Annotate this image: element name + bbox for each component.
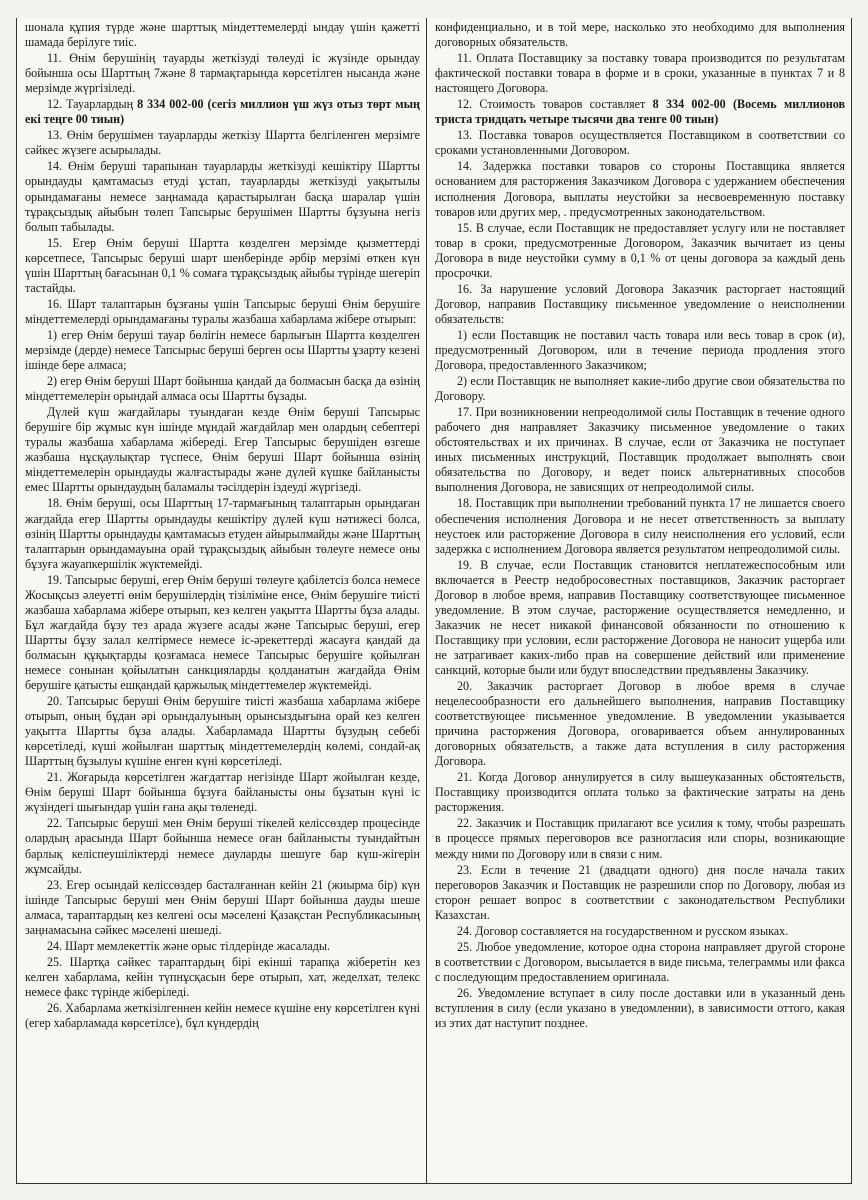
- clause-14-ru: 14. Задержка поставки товаров со стороны Поставщика является основанием для расторжения Заказчиком Договора с удержанием обеспечения исполнения Договора, выплаты неустойки за несвоевременную поставку товаров или других мер, . предусмотренных законодательством.: [435, 159, 845, 219]
- clause-17-ru: 17. При возникновении непреодолимой силы Поставщик в течение одного рабочего дня направляет Заказчику письменное уведомление о таких обстоятельствах и их причинах. В случае, если от Заказчика не поступает иных письменных инструкций, Поставщик продолжает выполнять свои обязательства по Договору, и ведет поиск альтернативных способов выполнения Договора, не зависящих от непреодолимой силы.: [435, 405, 845, 495]
- clause-25-kz: 25. Шартқа сәйкес тараптардың бірі екінші тарапқа жіберетін кез келген хабарлама, кейін түпнұсқасын бере отырып, хат, жеделхат, телекс немесе факс түрінде жіберіледі.: [25, 954, 420, 999]
- clause-22-ru: 22. Заказчик и Поставщик прилагают все усилия к тому, чтобы разрешать в процессе прямых переговоров все разногласия или споры, возникающие между ними по Договору или в связи с ним.: [435, 816, 845, 861]
- clause-25-ru: 25. Любое уведомление, которое одна сторона направляет другой стороне в соответствии с Договором, высылается в виде письма, телеграммы или факса с последующим предоставлением оригинала.: [435, 939, 845, 984]
- clause-21-ru: 21. Когда Договор аннулируется в силу вышеуказанных обстоятельств, Поставщику производится оплата только за фактические затраты на день расторжения.: [435, 770, 845, 815]
- clause-11-kz: 11. Өнім берушінің тауарды жеткізуді төлеуді іс жүзінде орындау бойынша осы Шарттың 7және 8 тармақтарында көрсетілген нысанда және мерзімде жүргізіледі.: [25, 51, 420, 96]
- clause-16-2-ru: 2) если Поставщик не выполняет какие-либо другие свои обязательства по Договору.: [435, 374, 845, 404]
- clause-24-ru: 24. Договор составляется на государственном и русском языках.: [457, 923, 789, 938]
- clause-10-end-ru: конфиденциально, и в той мере, насколько это необходимо для выполнения договорных обязательств.: [435, 20, 845, 50]
- clause-14-kz: 14. Өнім беруші тарапынан тауарларды жеткізуді кешіктіру Шартты орындауды қамтамасыз етуді ұстап, тауарларды жеткізуді уақытылы орындамағаны немесе заңнамада қарастырылған басқа шаралар үшін тұрақсыздық айыбын төлеп Тапсырыс берушімен Шартты бұзуына негіз болып табылады.: [25, 159, 420, 234]
- clause-16-ru: 16. За нарушение условий Договора Заказчик расторгает настоящий Договор, направив Поставщику письменное уведомление о неисполнении обязательств:: [435, 281, 845, 326]
- contract-page: [16, 18, 852, 1184]
- clause-19-ru: 19. В случае, если Поставщик становится неплатежеспособным или включается в Реестр недобросовестных поставщиков, Заказчик расторгает Договор в любое время, направив Поставщику соответствующее письменное уведомление. В этом случае, расторжение осуществляется немедленно, и Заказчик не несет никакой финансовой обязанности по отношению к Поставщику при условии, если расторжение Договора не наносит ущерба или не затрагивает каких-либо прав на совершение действий или применение санкций, которые были или будут впоследствии предъявлены Заказчику.: [435, 557, 845, 677]
- clause-26-kz: 26. Хабарлама жеткізілгеннен кейін немесе күшіне ену көрсетілген күні (егер хабарламада көрсетілсе), бұл күндердің: [25, 1001, 420, 1031]
- clause-17-kz: Дүлей күш жағдайлары туындаған кезде Өнім беруші Тапсырыс берушіге бір жұмыс күн ішінде мұндай жағдайлар мен олардың себептері туралы жазбаша хабарлама жібереді. Егер Тапсырыс берушіден өзгеше жазбаша нұсқаулықтар түспесе, Өнім беруші Шарт бойынша өзінің міндеттемелерін орындауды жалғастырады және дүлей күшке байланысты емес Шартты орындаудың баламалы тәсілдерін іздеуді жүргізеді.: [25, 405, 420, 495]
- clause-10-end-kz: шонала құпия түрде және шарттық міндеттемелерді ындау үшін қажетті шамада берілуге тиіс.: [25, 20, 420, 50]
- clause-24-kz: 24. Шарт мемлекеттік және орыс тілдерінде жасалады.: [47, 938, 330, 953]
- clause-20-kz: 20. Тапсырыс беруші Өнім берушіге тиісті жазбаша хабарлама жібере отырып, оның бұдан әрі орындалуының орынсыздығына орай кез келген уақытта Шартты бұза алады. Хабарламада Шартты бұзудың себебі көрсетіледі, күші жойылған шарттық міндеттемелердің көлемі, сондай-ақ Шарттың бұзылуы күшіне енген күні көрсетіледі.: [25, 694, 420, 769]
- clause-23-ru: 23. Если в течение 21 (двадцати одного) дня после начала таких переговоров Заказчик и Поставщик не разрешили спор по Договору, любая из сторон решает вопрос в соответствии с законодательством Республики Казахстан.: [435, 862, 845, 922]
- clause-16-kz: 16. Шарт талаптарын бұзғаны үшін Тапсырыс беруші Өнім берушіге міндеттемелерді орындамағаны туралы жазбаша хабарлама жібере отырып:: [25, 296, 420, 326]
- kazakh-column: [17, 18, 427, 1183]
- clause-23-kz: 23. Егер осындай келіссөздер басталғаннан кейін 21 (жиырма бір) күн ішінде Тапсырыс беруші мен Өнім беруші Шарт бойынша дауды шеше алмаса, тараптардың кез келгені осы мәселені Қазақстан Республикасының заңнамасына сәйкес мәселені шешеді.: [25, 877, 420, 937]
- clause-26-ru: 26. Уведомление вступает в силу после доставки или в указанный день вступления в силу (если указано в уведомлении), в зависимости оттого, какая из этих дат наступит позднее.: [435, 985, 845, 1031]
- clause-12-lead-ru: 12. Стоимость товаров составляет: [457, 97, 653, 112]
- clause-13-kz: 13. Өнім берушімен тауарларды жеткізу Шартта белгіленген мерзімге сәйкес жүзеге асырылады.: [25, 128, 420, 158]
- clause-21-kz: 21. Жоғарыда көрсетілген жағдаттар негізінде Шарт жойылған кезде, Өнім беруші Шарт бойынша бұзуға байланысты оны бұзатын күні іс жүзіндегі шығындар үшін ғана ақы төленеді.: [25, 770, 420, 815]
- clause-11-ru: 11. Оплата Поставщику за поставку товара производится по результатам фактической поставки товара в форме и в сроки, указанные в пунктах 7 и 8 настоящего Договора.: [435, 51, 845, 96]
- clause-12-ru: [435, 97, 845, 127]
- clause-12-lead-kz: 12. Тауарлардың: [47, 97, 138, 112]
- contract-price-ru: 8 334 002-00 (Восемь миллионов триста тридцать четыре тысячи два тенге 00 тиын): [435, 97, 845, 127]
- clause-19-kz: 19. Тапсырыс беруші, егер Өнім беруші төлеуге қабілетсіз болса немесе Жосықсыз әлеуетті өнім берушілердің тізіліміне енсе, Өнім берушіге тиісті жазбаша хабарлама жібере отырып, кез келген уақытта Шартты бұза алады. Бұл жағдайда бұзу тез арада жүзеге асады және Тапсырыс беруші, егер Шартты бұзу залал келтірмесе немесе іс-әрекеттерді жасауға қандай да болмасын құқықтарды қозғамаса немесе Тапсырыс берушіге қойылған немесе сонынан қойылатын санкцияларды қолданатын жағдайда Өнім берушіге қатысты ешқандай қаржылық міндеттемелер жүктемейді.: [25, 572, 420, 693]
- clause-16-1-ru: 1) если Поставщик не поставил часть товара или весь товар в срок (и), предусмотренный Договором, или в течение периода продления этого Договора, предоставленного Заказчиком;: [435, 327, 845, 373]
- clause-15-ru: 15. В случае, если Поставщик не предоставляет услугу или не поставляет товар в сроки, предусмотренные Договором, Заказчик вычитает из цены Договора в виде неустойки сумму в 0,1 % от цены договора за каждый день просрочки.: [435, 220, 845, 280]
- clause-18-kz: 18. Өнім беруші, осы Шарттың 17-тармағының талаптарын орындаған жағдайда егер Шартты орындауды кешіктіру дүлей күш нәтижесі болса, өзінің Шартты орындауды қамтамасыз етуден айырылмайды және Шарттың талаптарын орындамауына орай тұрақсыздық айыбын төлеуге немесе оны бұзуға жауапкершілік жүктемейді.: [25, 496, 420, 571]
- contract-price-kz: 8 334 002-00 (сегіз миллион үш жүз отыз төрт мың екі теңге 00 тиын): [25, 97, 420, 127]
- clause-16-2-kz: 2) егер Өнім беруші Шарт бойынша қандай да болмасын басқа да өзінің міндеттемелерін орындай алмаса осы Шартты бұзады.: [25, 374, 420, 404]
- clause-22-kz: 22. Тапсырыс беруші мен Өнім беруші тікелей келіссөздер процесінде олардың арасында Шарт бойынша немесе оған байланысты туындайтын барлық келіспеушіліктерді немесе дауларды шешуге бар күш-жігерін жұмсайды.: [25, 816, 420, 876]
- clause-18-ru: 18. Поставщик при выполнении требований пункта 17 не лишается своего обеспечения исполнения Договора и не несет ответственность за выплату неустоек или расторжение Договора в силу неисполнения его условий, если задержка с исполнением Договора является результатом непреодолимой силы.: [435, 496, 845, 556]
- clause-16-1-kz: 1) егер Өнім беруші тауар бөлігін немесе барлығын Шартта көзделген мерзімде (дерде) немесе Тапсырыс беруші берген осы Шартты ұзарту кезені ішінде бере алмаса;: [25, 327, 420, 373]
- russian-column: [427, 18, 851, 1183]
- clause-15-kz: 15. Егер Өнім беруші Шартта көзделген мерзімде қызметтерді көрсетпесе, Тапсырыс беруші шарт шенберінде әрбір мерзімі өткен күн үшін Шарттың бағасынан 0,1 % сомаға тұрақсыздық айыбы түрінде шегеріп тастайды.: [25, 235, 420, 295]
- clause-20-ru: 20. Заказчик расторгает Договор в любое время в случае нецелесообразности его дальнейшего выполнения, направив Поставщику соответствующее письменное уведомление. В уведомлении указывается причина расторжения Договора, оговаривается объем аннулированных договорных обязательств, а также дата вступления в силу расторжения Договора.: [435, 679, 845, 769]
- clause-13-ru: 13. Поставка товаров осуществляется Поставщиком в соответствии со сроками установленными Договором.: [435, 128, 845, 158]
- clause-12-kz: [25, 97, 420, 127]
